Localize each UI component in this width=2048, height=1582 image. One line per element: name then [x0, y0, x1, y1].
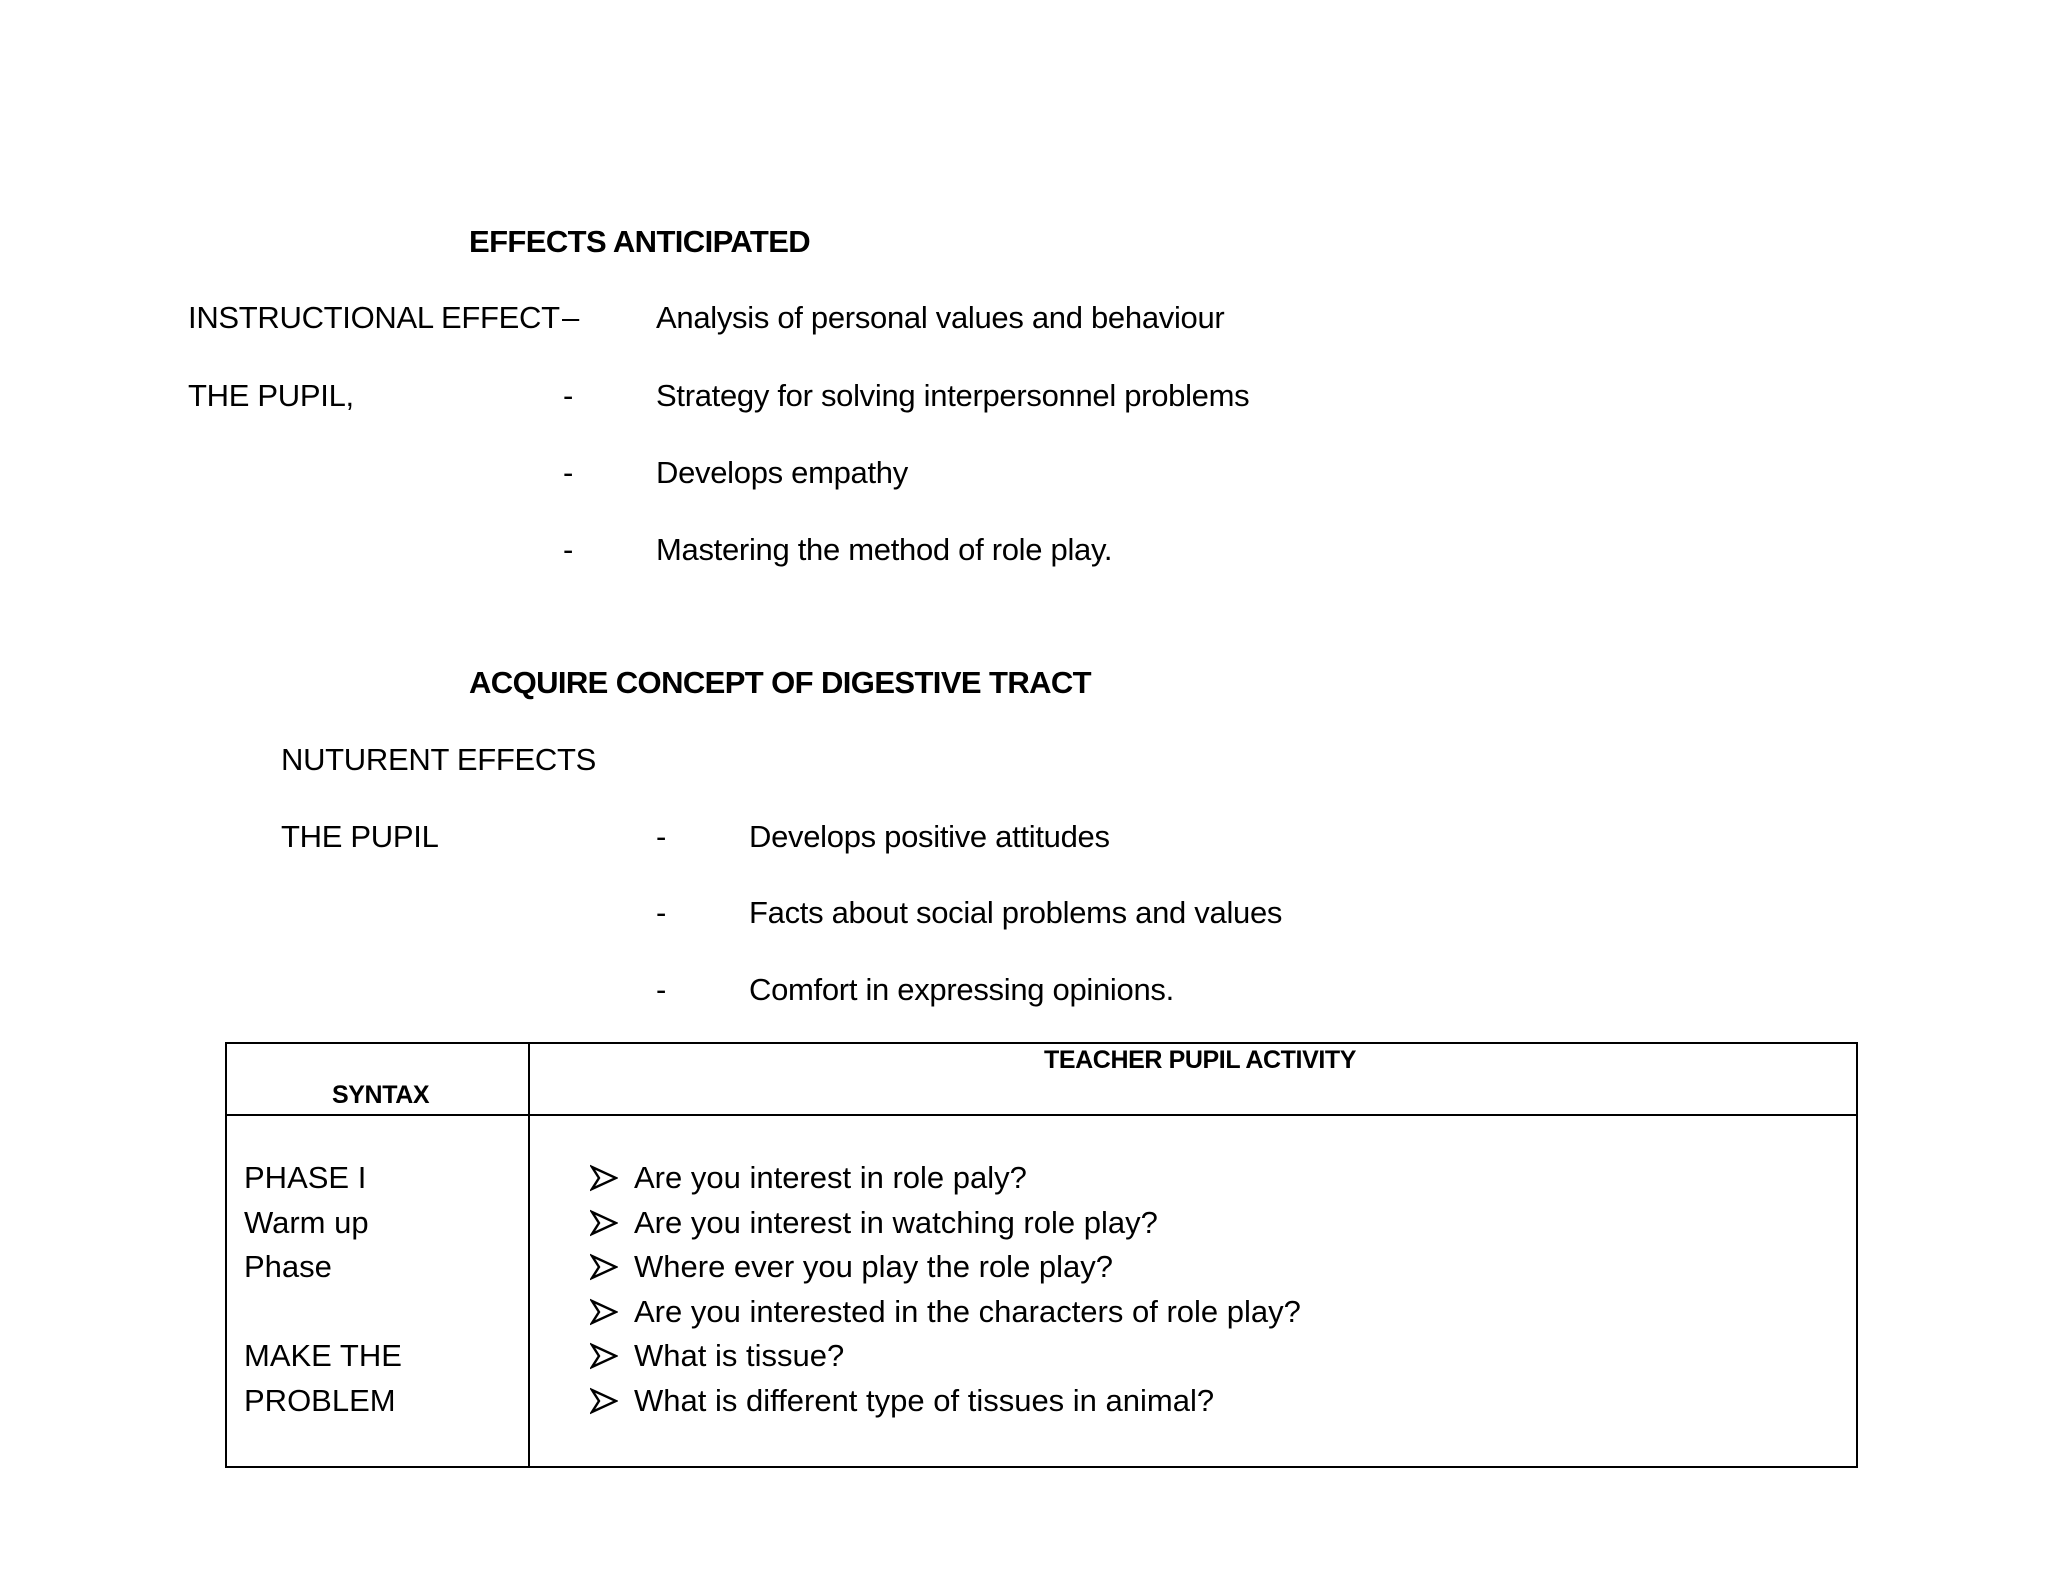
- syntax-cell: [244, 1156, 402, 1423]
- arrowhead-bullet-icon: [590, 1387, 618, 1415]
- arrowhead-bullet-icon: [590, 1253, 618, 1281]
- effect-item-3-dash: -: [563, 455, 574, 490]
- effect-item-4-dash: -: [563, 532, 574, 567]
- concept-item-1: Develops positive attitudes: [749, 819, 1110, 854]
- syntax-line: PROBLEM: [244, 1382, 396, 1418]
- question-text: Are you interest in watching role play?: [634, 1204, 1158, 1240]
- effect-item-2: Strategy for solving interpersonnel problems: [656, 378, 1250, 413]
- question-text: Are you interested in the characters of role play?: [634, 1293, 1301, 1329]
- effects-heading: EFFECTS ANTICIPATED: [469, 224, 811, 259]
- list-item: [590, 1379, 1301, 1424]
- pupil-label: THE PUPIL,: [188, 378, 354, 413]
- activity-cell: [590, 1156, 1301, 1423]
- table-column-divider: [528, 1044, 530, 1466]
- header-teacher-pupil-activity: TEACHER PUPIL ACTIVITY: [1044, 1046, 1357, 1074]
- list-item: [590, 1334, 1301, 1379]
- list-item: [590, 1201, 1301, 1246]
- instructional-effect-label: INSTRUCTIONAL EFFECT: [188, 300, 560, 335]
- arrowhead-bullet-icon: [590, 1164, 618, 1192]
- syntax-activity-table: [225, 1042, 1858, 1468]
- syntax-line: MAKE THE: [244, 1338, 402, 1373]
- table-header-divider: [227, 1114, 1856, 1116]
- effect-item-2-dash: -: [563, 378, 574, 413]
- nuturent-effects-label: NUTURENT EFFECTS: [281, 742, 596, 777]
- question-text: Where ever you play the role play?: [634, 1249, 1114, 1284]
- header-syntax: SYNTAX: [332, 1081, 430, 1109]
- concept-item-3-dash: -: [656, 972, 667, 1007]
- list-item: [590, 1156, 1301, 1201]
- concept-item-3: Comfort in expressing opinions.: [749, 972, 1174, 1007]
- question-text: What is different type of tissues in animal?: [634, 1382, 1215, 1418]
- syntax-line: PHASE I: [244, 1160, 367, 1195]
- question-text: What is tissue?: [634, 1338, 845, 1373]
- effect-item-1: Analysis of personal values and behaviour: [656, 300, 1225, 335]
- concept-item-2: Facts about social problems and values: [749, 895, 1283, 930]
- instructional-effect-dash: –: [562, 300, 579, 335]
- concept-item-1-dash: -: [656, 819, 667, 854]
- list-item: [590, 1245, 1301, 1290]
- syntax-line: Phase: [244, 1249, 332, 1284]
- concept-item-2-dash: -: [656, 895, 667, 930]
- arrowhead-bullet-icon: [590, 1342, 618, 1370]
- effect-item-3: Develops empathy: [656, 455, 908, 490]
- concept-pupil-label: THE PUPIL: [281, 819, 439, 854]
- arrowhead-bullet-icon: [590, 1298, 618, 1326]
- syntax-line-blank: [244, 1290, 402, 1335]
- list-item: [590, 1290, 1301, 1335]
- concept-heading: ACQUIRE CONCEPT OF DIGESTIVE TRACT: [469, 665, 1092, 700]
- effect-item-4: Mastering the method of role play.: [656, 532, 1113, 567]
- syntax-line: Warm up: [244, 1204, 369, 1240]
- question-text: Are you interest in role paly?: [634, 1160, 1027, 1195]
- arrowhead-bullet-icon: [590, 1209, 618, 1237]
